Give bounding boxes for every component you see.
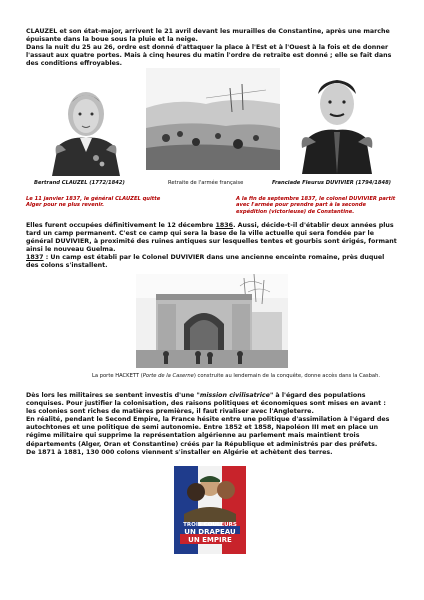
colonization-paragraph: [26, 392, 398, 457]
clauzel-note: Le 11 janvier 1837, le général CLAUZEL quitte Alger pour ne plus revenir.: [26, 196, 161, 209]
duvivier-portrait: [288, 66, 386, 174]
colonization-text-2: " à l'égard des populations conquises. Pour justifier la colonisation, des raisons politiques et économiques sont mises en avant : les colonies sont riches de matières premières, il faut rivaliser avec l'Angleterre.: [26, 392, 386, 416]
retreat-caption: Retraite de l'armée française: [168, 180, 244, 186]
intro-paragraph: CLAUZEL et son état-major, arrivent le 21 avril devant les murailles de Constantine, après une marche épuisante dans la boue sous la pluie et la neige. Dans la nuit du 25 au 26, ordre est donné d'attaquer la place à l'Est et à l'Ouest à la fois et de donner l'assaut aux quatre portes. Mais à cinq heures du matin l'ordre de retraite est donné ; elle se fait dans des conditions effroyables.: [26, 28, 392, 68]
poster-line-2: UN DRAPEAU: [184, 528, 236, 536]
civilizing-mission: mission civilisatrice: [199, 392, 270, 399]
duvivier-caption: Franciade Fleurus DUVIVIER (1794/1848): [272, 180, 392, 186]
occupation-text-3: : Un camp est établi par le Colonel DUVIVIER dans une ancienne enceinte romaine, près duquel des colons s'installent.: [26, 254, 385, 270]
hackett-gate-photo: [136, 274, 288, 368]
gate-caption-text-2: ) construite au lendemain de la conquête, donne accès dans la Casbah.: [193, 373, 381, 379]
clauzel-portrait: [44, 80, 128, 176]
gate-caption: [92, 373, 392, 379]
gate-caption-text-1: La porte HACKETT (: [92, 373, 143, 379]
year-1836: 1836: [215, 222, 234, 229]
occupation-text-2: . Aussi, décide-t-il d'établir deux années plus tard un camp permanent. C'est ce camp qui sera la base de la ville actuelle qui sera fondée par le général DUVIVIER, à proximité des ruines antiques sur lesquelles tentes et gourbis sont érigés, formant ainsi le nouveau Guelma.: [26, 222, 397, 254]
occupation-paragraph: [26, 222, 398, 271]
year-1837: 1837: [26, 254, 44, 262]
gate-caption-italic: Porte de la Caserne: [142, 373, 194, 379]
retreat-engraving: [146, 68, 280, 170]
poster-line-1: TROIS COULEURS: [183, 522, 237, 528]
clauzel-caption: Bertrand CLAUZEL (1772/1842): [34, 180, 125, 186]
second-empire-text: En réalité, pendant le Second Empire, la France hésite entre une politique d'assimilation à l'égard des autochtones et une politique de semi autonomie. Entre 1852 et 1858, Napoléon III met en place un régime militaire qui supprime la représentation algérienne au parlement mais maintient trois départements (Alger, Oran et Constantine) créés par la République et administrés par des préfets.: [26, 416, 390, 448]
poster-line-3: UN EMPIRE: [188, 536, 232, 544]
empire-poster: [174, 466, 246, 554]
settlers-text: De 1871 à 1881, 130 000 colons viennent s'installer en Algérie et achètent des terres.: [26, 448, 333, 456]
duvivier-note: A la fin de septembre 1837, le colonel DUVIVIER partit avec l'armée pour prendre part à la seconde expédition (victorieuse) de Constantine.: [236, 196, 396, 215]
poster-text: [174, 522, 246, 545]
occupation-text-1: Elles furent occupées définitivement le 12 décembre: [26, 222, 216, 229]
colonization-text-1: Dès lors les militaires se sentent investis d'une ": [26, 392, 200, 399]
